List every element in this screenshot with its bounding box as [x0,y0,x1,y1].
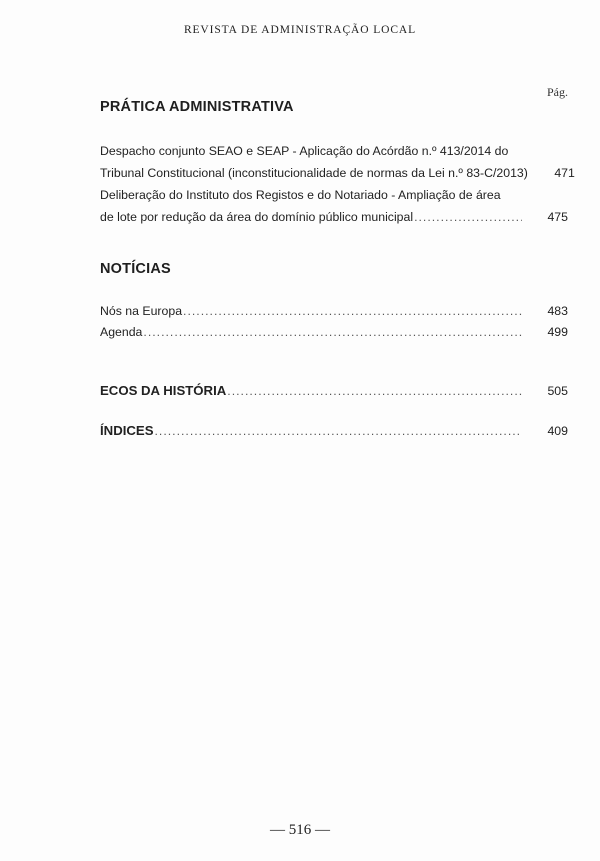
toc-entry-text: Agenda [100,325,143,339]
running-header: REVISTA DE ADMINISTRAÇÃO LOCAL [183,24,417,36]
toc-entry-nos-na-europa[interactable] [100,300,568,322]
toc-entry-ecos-da-historia[interactable] [100,380,568,402]
toc-entry-indices[interactable] [100,420,568,442]
toc-entry-deliberacao-irn[interactable] [100,184,568,228]
toc-entry-line [100,380,568,402]
toc-entry-text: Tribunal Constitucional (inconstitucionalidade de normas da Lei n.º 83-C/2013) [100,166,528,180]
toc-entry-line [100,206,568,228]
toc-page-number: 475 [547,210,568,224]
dot-leader [143,321,522,343]
toc-entry-line [100,420,568,442]
dot-leader [183,300,522,322]
toc-entry-line [100,162,575,184]
toc-entry-text: Nós na Europa [100,304,183,318]
dot-leader [414,206,522,228]
toc-entry-text: Deliberação do Instituto dos Registos e do Notariado - Ampliação de área [100,188,501,202]
toc-entry-line [100,321,568,343]
section-title-pratica-administrativa: PRÁTICA ADMINISTRATIVA [100,99,294,115]
toc-entry-line [100,184,568,206]
dot-leader [227,380,522,402]
page-column-label: Pág. [547,85,568,99]
toc-entry-text: Despacho conjunto SEAO e SEAP - Aplicação do Acórdão n.º 413/2014 do [100,144,509,158]
toc-entry-agenda[interactable] [100,321,568,343]
toc-entry-despacho-conjunto[interactable] [100,140,575,184]
toc-page-number: 409 [547,424,568,438]
toc-page-number: 471 [554,166,575,180]
toc-entry-text: ÍNDICES [100,423,154,438]
toc-entry-text: ECOS DA HISTÓRIA [100,383,227,398]
toc-entry-line [100,300,568,322]
toc-page-number: 499 [547,325,568,339]
section-title-noticias: NOTÍCIAS [100,261,171,277]
footer-page-number: — 516 — [270,822,330,838]
toc-page-number: 505 [547,384,568,398]
toc-entry-line [100,140,568,162]
dot-leader [155,420,523,442]
toc-page-number: 483 [547,304,568,318]
toc-entry-text: de lote por redução da área do domínio público municipal [100,210,414,224]
